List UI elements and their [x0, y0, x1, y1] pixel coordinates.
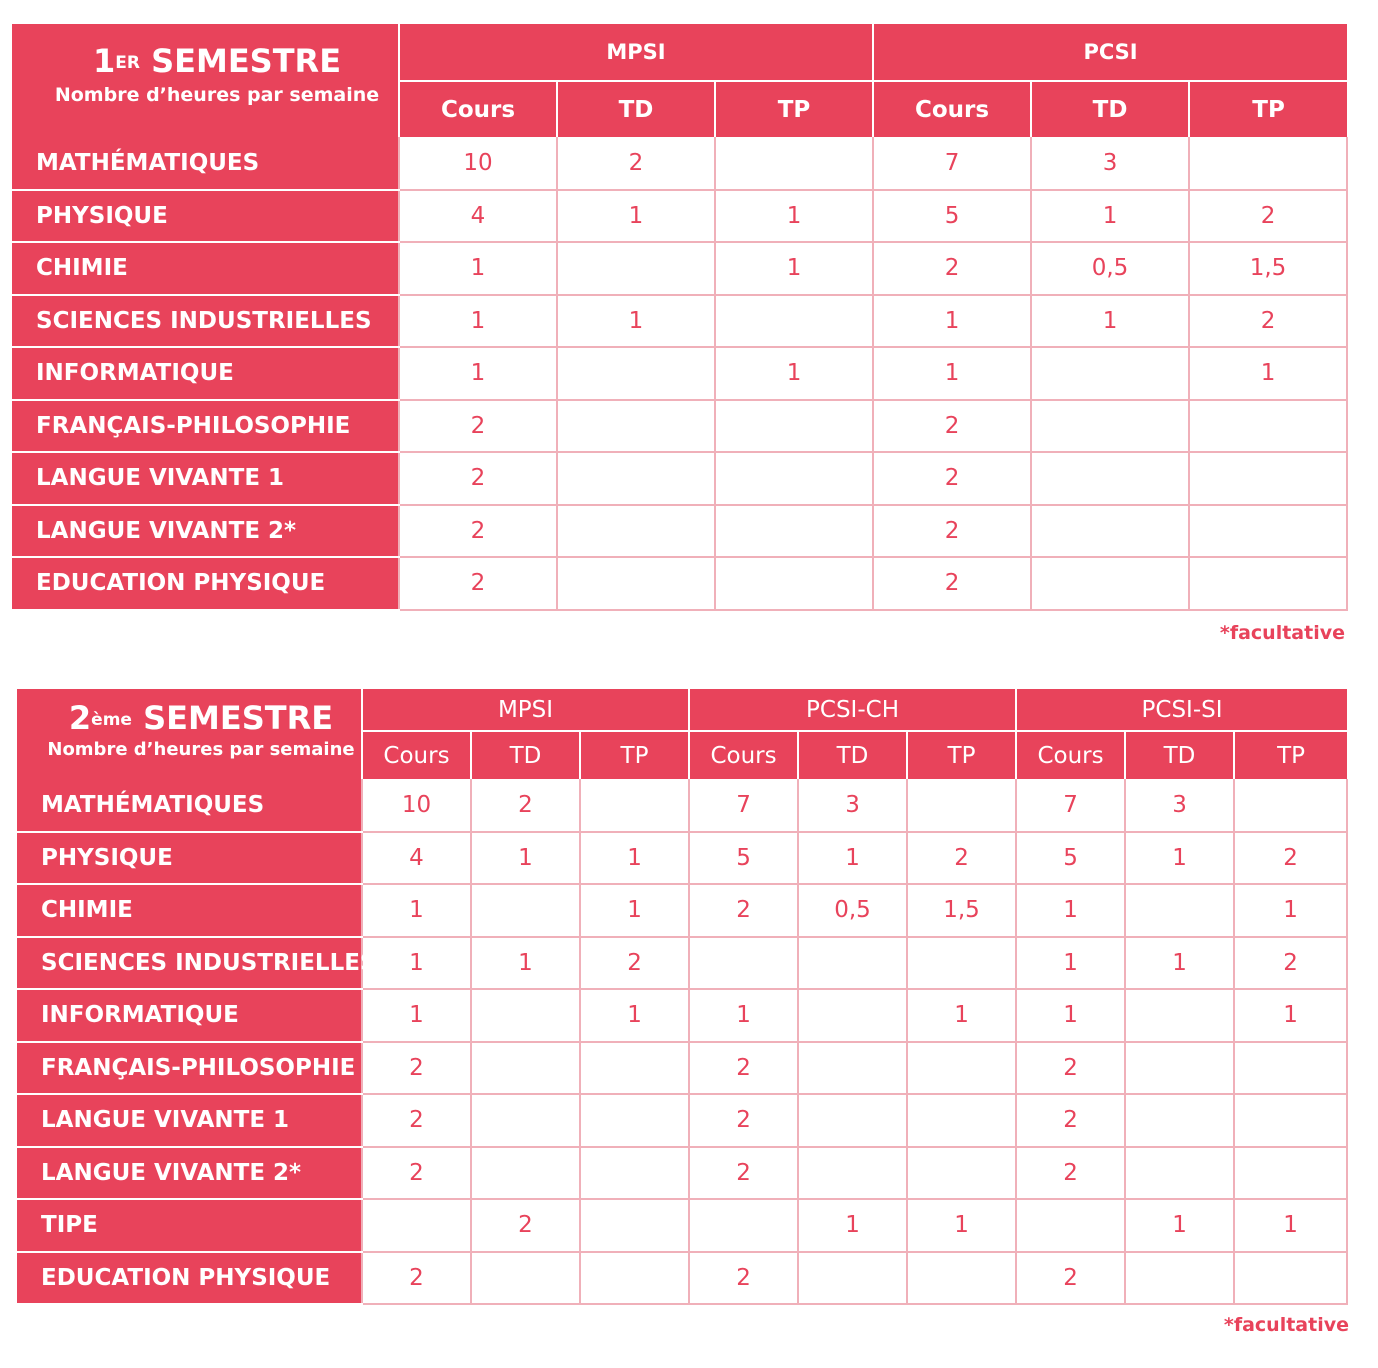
table-cell: 2: [689, 884, 798, 937]
table-cell: [580, 1199, 689, 1252]
table-cell: 2: [689, 1094, 798, 1147]
table-cell: [1189, 452, 1347, 505]
table-cell: 7: [873, 137, 1031, 190]
col-header: TD: [1031, 81, 1189, 137]
table-row: [12, 452, 1347, 505]
table-cell: [715, 137, 873, 190]
table-cell: [1031, 557, 1189, 610]
table-cell: 2: [873, 505, 1031, 558]
table-cell: [1125, 1252, 1234, 1305]
table-cell: 2: [1234, 832, 1347, 885]
table-cell: 1: [399, 242, 557, 295]
table-cell: [580, 779, 689, 832]
semester-1-subtitle: Nombre d’heures par semaine: [54, 84, 380, 106]
row-label: LANGUE VIVANTE 2*: [12, 505, 399, 558]
table-cell: 5: [1016, 832, 1125, 885]
table-cell: 2: [1234, 937, 1347, 990]
table-cell: [1234, 1094, 1347, 1147]
table-cell: [798, 989, 907, 1042]
table-cell: [580, 1147, 689, 1200]
table-cell: 1: [715, 347, 873, 400]
table-cell: 1: [580, 884, 689, 937]
table-cell: [907, 779, 1016, 832]
table-cell: 1: [1125, 1199, 1234, 1252]
table-cell: [580, 1094, 689, 1147]
table-cell: 1: [1016, 989, 1125, 1042]
table-cell: [798, 1094, 907, 1147]
table-cell: [1031, 347, 1189, 400]
semester-1-footnote: *facultative: [1219, 622, 1345, 644]
group-header-mpsi: MPSI: [399, 24, 873, 81]
table-cell: 1: [399, 295, 557, 348]
table-cell: 2: [399, 505, 557, 558]
table-cell: 1,5: [907, 884, 1016, 937]
table-cell: 1: [362, 884, 471, 937]
col-header: Cours: [1016, 731, 1125, 779]
col-header: TP: [580, 731, 689, 779]
row-label: MATHÉMATIQUES: [17, 779, 362, 832]
table-row: [17, 1252, 1347, 1305]
table-cell: [1234, 1252, 1347, 1305]
col-header: TP: [715, 81, 873, 137]
table-cell: 1: [1016, 937, 1125, 990]
table-cell: 3: [1125, 779, 1234, 832]
row-label: PHYSIQUE: [17, 832, 362, 885]
table-cell: 2: [399, 452, 557, 505]
semester-1-title-block: [12, 24, 399, 137]
table-cell: 1: [1125, 832, 1234, 885]
table-cell: [715, 295, 873, 348]
table-cell: 2: [1016, 1042, 1125, 1095]
table-cell: [1125, 989, 1234, 1042]
group-header-pcsi: PCSI: [873, 24, 1347, 81]
table-cell: [557, 452, 715, 505]
table-cell: [471, 1042, 580, 1095]
col-header: TP: [1234, 731, 1347, 779]
table-cell: [1125, 884, 1234, 937]
table-cell: [1234, 1147, 1347, 1200]
table-row: [17, 884, 1347, 937]
table-cell: 2: [873, 400, 1031, 453]
table-cell: [1016, 1199, 1125, 1252]
table-cell: 7: [1016, 779, 1125, 832]
table-cell: 4: [362, 832, 471, 885]
table-cell: [907, 1252, 1016, 1305]
table-cell: [1125, 1094, 1234, 1147]
table-cell: 10: [362, 779, 471, 832]
row-label: PHYSIQUE: [12, 190, 399, 243]
row-label: INFORMATIQUE: [12, 347, 399, 400]
table-cell: [557, 242, 715, 295]
table-cell: [1234, 1042, 1347, 1095]
table-cell: [557, 505, 715, 558]
table-cell: [715, 505, 873, 558]
col-header: TD: [471, 731, 580, 779]
table-cell: [907, 1147, 1016, 1200]
semester-2-subtitle: Nombre d’heures par semaine: [47, 739, 355, 760]
table-cell: [689, 1199, 798, 1252]
table-row: [17, 1199, 1347, 1252]
table-cell: 2: [362, 1094, 471, 1147]
table-cell: 2: [1016, 1252, 1125, 1305]
table-cell: 2: [907, 832, 1016, 885]
table-cell: 2: [689, 1147, 798, 1200]
table-cell: 1: [1125, 937, 1234, 990]
row-label: CHIMIE: [12, 242, 399, 295]
group-header-mpsi: MPSI: [362, 689, 689, 731]
table-cell: [715, 557, 873, 610]
table-cell: 2: [873, 557, 1031, 610]
table-cell: 1: [580, 832, 689, 885]
table-row: [12, 137, 1347, 190]
table-cell: 1: [580, 989, 689, 1042]
table-cell: [1125, 1042, 1234, 1095]
table-cell: 2: [557, 137, 715, 190]
table-row: [12, 190, 1347, 243]
table-cell: [689, 937, 798, 990]
table-cell: 0,5: [1031, 242, 1189, 295]
table-cell: [471, 884, 580, 937]
table-cell: 2: [689, 1042, 798, 1095]
row-label: FRANÇAIS-PHILOSOPHIE: [12, 400, 399, 453]
table-cell: [798, 1042, 907, 1095]
table-cell: 1: [1234, 989, 1347, 1042]
row-label: CHIMIE: [17, 884, 362, 937]
table-row: [17, 779, 1347, 832]
table-cell: 1: [471, 832, 580, 885]
col-header: TD: [798, 731, 907, 779]
table-cell: 1: [1189, 347, 1347, 400]
col-header: TD: [1125, 731, 1234, 779]
table-row: [12, 557, 1347, 610]
table-cell: 1: [1234, 1199, 1347, 1252]
table-cell: 2: [399, 557, 557, 610]
table-cell: 1: [715, 242, 873, 295]
table-cell: [1031, 452, 1189, 505]
table-row: [12, 295, 1347, 348]
row-label: LANGUE VIVANTE 2*: [17, 1147, 362, 1200]
table-cell: 1: [798, 1199, 907, 1252]
table-cell: [557, 557, 715, 610]
table-cell: 2: [1189, 190, 1347, 243]
semester-1-table: [12, 24, 1348, 611]
col-header: Cours: [689, 731, 798, 779]
table-cell: [471, 1147, 580, 1200]
table-cell: [798, 1252, 907, 1305]
table-cell: [1234, 779, 1347, 832]
table-cell: [471, 1252, 580, 1305]
table-row: [17, 1094, 1347, 1147]
table-cell: 2: [362, 1147, 471, 1200]
table-cell: [907, 937, 1016, 990]
table-cell: 1: [907, 1199, 1016, 1252]
table-cell: 1,5: [1189, 242, 1347, 295]
table-cell: [715, 400, 873, 453]
table-cell: 1: [1234, 884, 1347, 937]
table-cell: 1: [873, 295, 1031, 348]
table-cell: 0,5: [798, 884, 907, 937]
table-cell: [798, 937, 907, 990]
group-header-pcsi-si: PCSI-SI: [1016, 689, 1347, 731]
row-label: EDUCATION PHYSIQUE: [17, 1252, 362, 1305]
row-label: LANGUE VIVANTE 1: [17, 1094, 362, 1147]
table-cell: 2: [399, 400, 557, 453]
table-cell: 2: [689, 1252, 798, 1305]
semester-2-title: 2ème SEMESTRE: [68, 699, 334, 737]
table-cell: [362, 1199, 471, 1252]
table-cell: 1: [471, 937, 580, 990]
table-cell: 2: [471, 1199, 580, 1252]
row-label: EDUCATION PHYSIQUE: [12, 557, 399, 610]
table-cell: 3: [798, 779, 907, 832]
col-header: TD: [557, 81, 715, 137]
table-cell: 1: [873, 347, 1031, 400]
table-cell: 3: [1031, 137, 1189, 190]
table-cell: [715, 452, 873, 505]
table-row: [12, 400, 1347, 453]
table-cell: 1: [557, 295, 715, 348]
table-cell: [798, 1147, 907, 1200]
table-cell: 7: [689, 779, 798, 832]
col-header: Cours: [399, 81, 557, 137]
table-cell: [1189, 137, 1347, 190]
row-label: INFORMATIQUE: [17, 989, 362, 1042]
semester-1-title: 1ER SEMESTRE: [92, 42, 342, 80]
table-cell: [1125, 1147, 1234, 1200]
table-row: [12, 347, 1347, 400]
table-row: [17, 1042, 1347, 1095]
table-cell: 1: [362, 989, 471, 1042]
table-cell: 1: [689, 989, 798, 1042]
table-cell: 1: [1016, 884, 1125, 937]
col-header: TP: [1189, 81, 1347, 137]
row-label: SCIENCES INDUSTRIELLES: [17, 937, 362, 990]
semester-2-table: [17, 689, 1348, 1305]
col-header: TP: [907, 731, 1016, 779]
table-cell: [580, 1252, 689, 1305]
table-cell: 1: [715, 190, 873, 243]
table-cell: 5: [873, 190, 1031, 243]
table-cell: 2: [580, 937, 689, 990]
table-cell: 1: [798, 832, 907, 885]
table-cell: [1031, 400, 1189, 453]
table-row: [12, 242, 1347, 295]
table-cell: 1: [1031, 295, 1189, 348]
table-cell: 1: [399, 347, 557, 400]
table-row: [12, 505, 1347, 558]
table-row: [17, 1147, 1347, 1200]
table-cell: 1: [362, 937, 471, 990]
table-cell: 2: [873, 242, 1031, 295]
table-cell: [580, 1042, 689, 1095]
table-cell: 2: [362, 1042, 471, 1095]
row-label: TIPE: [17, 1199, 362, 1252]
table-cell: 10: [399, 137, 557, 190]
table-cell: [557, 400, 715, 453]
table-row: [17, 937, 1347, 990]
table-cell: 2: [471, 779, 580, 832]
table-cell: 2: [873, 452, 1031, 505]
table-cell: [471, 1094, 580, 1147]
table-cell: 2: [1189, 295, 1347, 348]
table-cell: 2: [1016, 1147, 1125, 1200]
table-cell: 1: [557, 190, 715, 243]
table-cell: 5: [689, 832, 798, 885]
table-cell: [1031, 505, 1189, 558]
table-cell: [907, 1042, 1016, 1095]
col-header: Cours: [873, 81, 1031, 137]
table-cell: [1189, 557, 1347, 610]
table-cell: 2: [1016, 1094, 1125, 1147]
table-row: [17, 832, 1347, 885]
table-row: [17, 989, 1347, 1042]
table-cell: 4: [399, 190, 557, 243]
table-cell: 2: [362, 1252, 471, 1305]
table-cell: [557, 347, 715, 400]
table-cell: [1189, 400, 1347, 453]
group-header-pcsi-ch: PCSI-CH: [689, 689, 1016, 731]
semester-2-footnote: *facultative: [1223, 1314, 1349, 1336]
row-label: LANGUE VIVANTE 1: [12, 452, 399, 505]
table-cell: [471, 989, 580, 1042]
table-cell: 1: [907, 989, 1016, 1042]
table-cell: [907, 1094, 1016, 1147]
semester-2-title-block: [17, 689, 362, 779]
table-cell: [1189, 505, 1347, 558]
row-label: FRANÇAIS-PHILOSOPHIE: [17, 1042, 362, 1095]
col-header: Cours: [362, 731, 471, 779]
row-label: SCIENCES INDUSTRIELLES: [12, 295, 399, 348]
table-cell: 1: [1031, 190, 1189, 243]
row-label: MATHÉMATIQUES: [12, 137, 399, 190]
